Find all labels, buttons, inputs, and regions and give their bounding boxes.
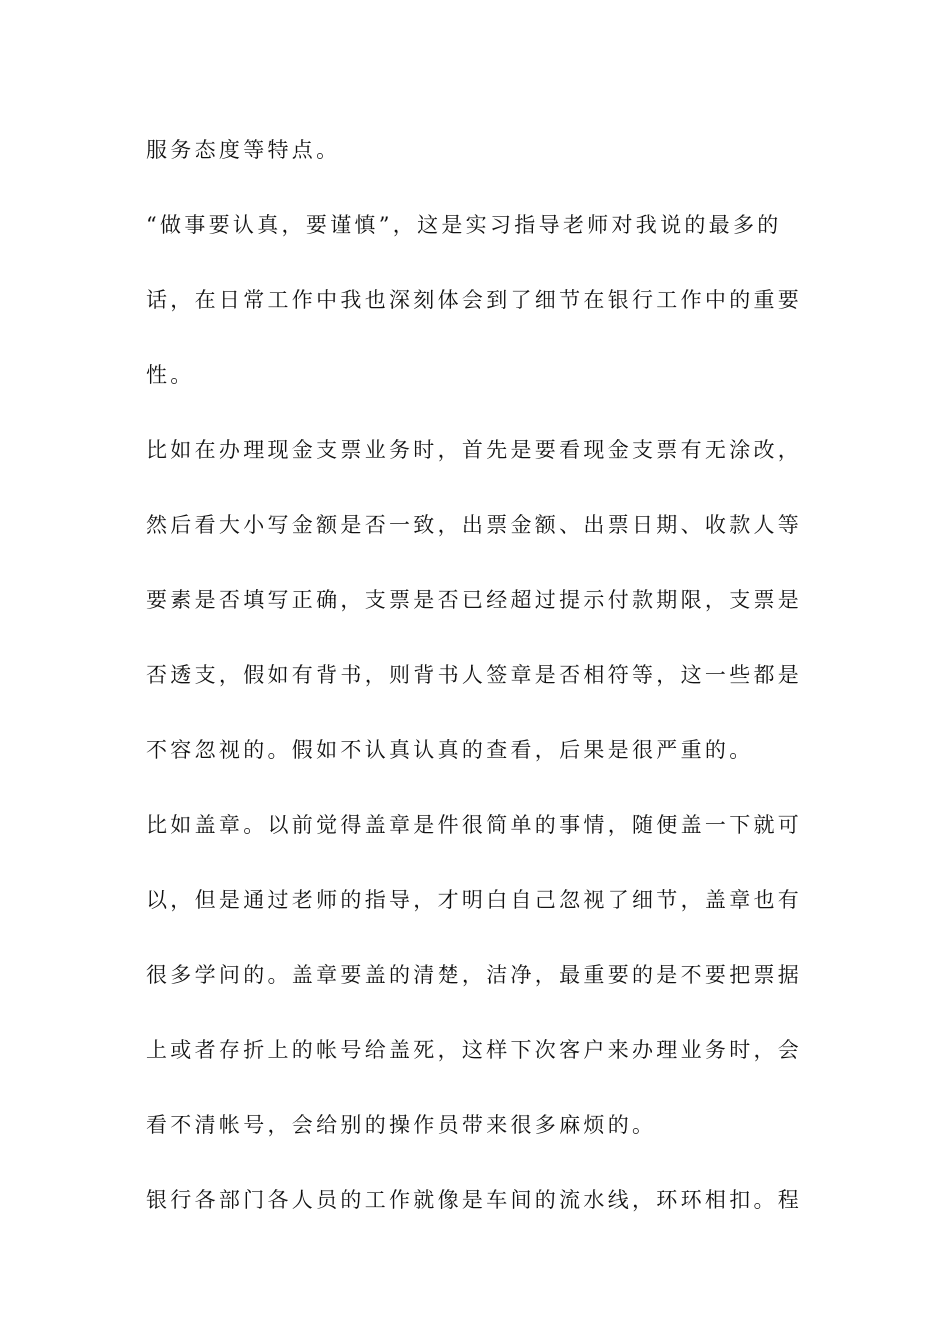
text-line: 否透支，假如有背书，则背书人签章是否相符等，这一些都是 <box>146 663 803 687</box>
text-line: 比如在办理现金支票业务时，首先是要看现金支票有无涂改， <box>146 438 803 462</box>
text-line: 不容忽视的。假如不认真认真的查看，后果是很严重的。 <box>146 738 754 762</box>
text-line: 性。 <box>146 363 195 387</box>
text-line: 看不清帐号，会给别的操作员带来很多麻烦的。 <box>146 1113 657 1137</box>
text-line: 然后看大小写金额是否一致，出票金额、出票日期、收款人等 <box>146 513 803 537</box>
text-line: 比如盖章。以前觉得盖章是件很简单的事情，随便盖一下就可 <box>146 813 803 837</box>
text-line: 以，但是通过老师的指导，才明白自己忽视了细节，盖章也有 <box>146 888 803 912</box>
text-line: 话，在日常工作中我也深刻体会到了细节在银行工作中的重要 <box>146 288 803 312</box>
text-line: 银行各部门各人员的工作就像是车间的流水线，环环相扣。程 <box>146 1188 803 1212</box>
text-line: 上或者存折上的帐号给盖死，这样下次客户来办理业务时，会 <box>146 1038 803 1062</box>
text-line: 很多学问的。盖章要盖的清楚，洁净，最重要的是不要把票据 <box>146 963 803 987</box>
text-line: “做事要认真，要谨慎”，这是实习指导老师对我说的最多的 <box>146 213 782 237</box>
text-line: 服务态度等特点。 <box>146 138 341 162</box>
text-line: 要素是否填写正确，支票是否已经超过提示付款期限，支票是 <box>146 588 803 612</box>
